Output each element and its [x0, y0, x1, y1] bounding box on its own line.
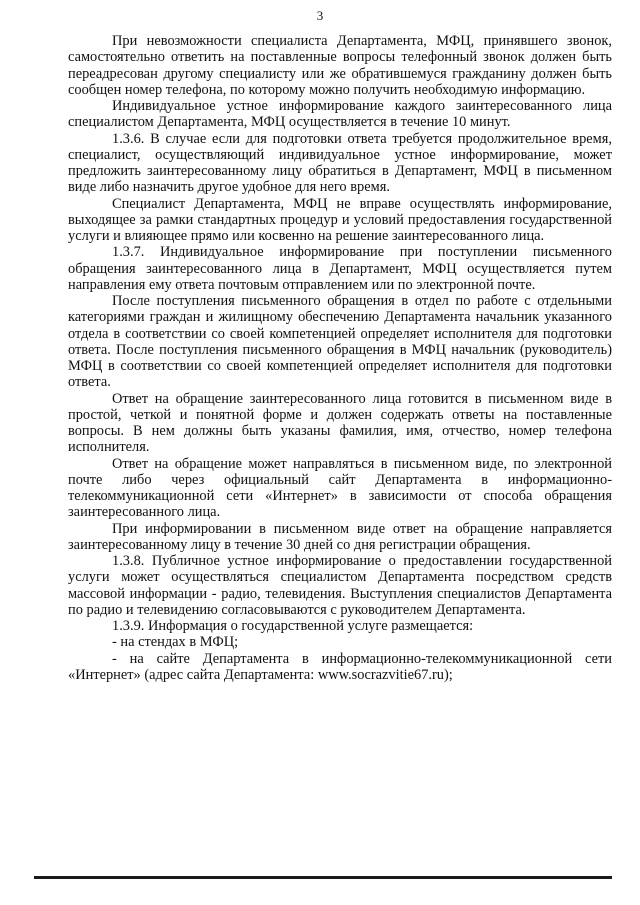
paragraph-answer-form: Ответ на обращение заинтересованного лица готовится в письменном виде в простой, четкой и понятной форме и должен содержать ответы на поставленные вопросы. В нем должны быть указаны фамилия, имя, отчество, номер телефона исполнителя.: [68, 390, 612, 456]
paragraph-answer-channels: Ответ на обращение может направляться в письменном виде, по электронной почте либо через официальный сайт Департамента в информационно-телекоммуникационной сети «Интернет» в зависимости от способа обращения заинтересованного лица.: [68, 455, 612, 521]
paragraph-1-3-6: 1.3.6. В случае если для подготовки ответа требуется продолжительное время, специалист, осуществляющий индивидуальное устное информирование, может предложить заинтересованному лицу обратиться в Департамент, МФЦ в письменном виде либо назначить другое удобное для него время.: [68, 130, 612, 196]
list-item-website: - на сайте Департамента в информационно-телекоммуникационной сети «Интернет» (адрес сайта Департамента: www.socrazvitie67.ru);: [68, 650, 612, 683]
paragraph-1-3-9: 1.3.9. Информация о государственной услуге размещается:: [112, 618, 474, 634]
page-number: 3: [316, 8, 324, 23]
paragraph-written-appeal: После поступления письменного обращения в отдел по работе с отдельными категориями граждан и жилищному обеспечению Департамента начальник указанного отдела в соответствии со своей компетенцией определяет исполнителя для подготовки ответа. После поступления письменного обращения в МФЦ начальник (руководитель) МФЦ в соответствии со своей компетенцией определяет исполнителя для подготовки ответа.: [68, 293, 612, 391]
paragraph-answer-deadline: При информировании в письменном виде ответ на обращение направляется заинтересованному лицу в течение 30 дней со дня регистрации обращения.: [68, 520, 612, 553]
document-body: [68, 33, 612, 683]
scan-edge-line: [34, 876, 612, 879]
list-item-stands: - на стендах в МФЦ;: [112, 634, 239, 651]
paragraph-forwarding-call: При невозможности специалиста Департамента, МФЦ, принявшего звонок, самостоятельно ответить на поставленные вопросы телефонный звонок должен быть переадресован другому специалисту или же обратившемуся гражданину должен быть сообщен номер телефона, по которому можно получить необходимую информацию.: [68, 33, 612, 98]
paragraph-oral-duration: Индивидуальное устное информирование каждого заинтересованного лица специалистом Департамента, МФЦ осуществляется в течение 10 минут.: [68, 98, 612, 131]
paragraph-1-3-7: 1.3.7. Индивидуальное информирование при поступлении письменного обращения заинтересованного лица в Департамент, МФЦ осуществляется путем направления ему ответа почтовым отправлением или по электронной почте.: [68, 244, 612, 293]
paragraph-specialist-limits: Специалист Департамента, МФЦ не вправе осуществлять информирование, выходящее за рамки стандартных процедур и условий предоставления государственной услуги и влияющее прямо или косвенно на решение заинтересованного лица.: [68, 195, 612, 244]
paragraph-1-3-8: 1.3.8. Публичное устное информирование о предоставлении государственной услуги может осуществляться специалистом Департамента посредством средств массовой информации - радио, телевидения. Выступления специалистов Департамента по радио и телевидению согласовываются с руководителем Департамента.: [68, 553, 612, 618]
